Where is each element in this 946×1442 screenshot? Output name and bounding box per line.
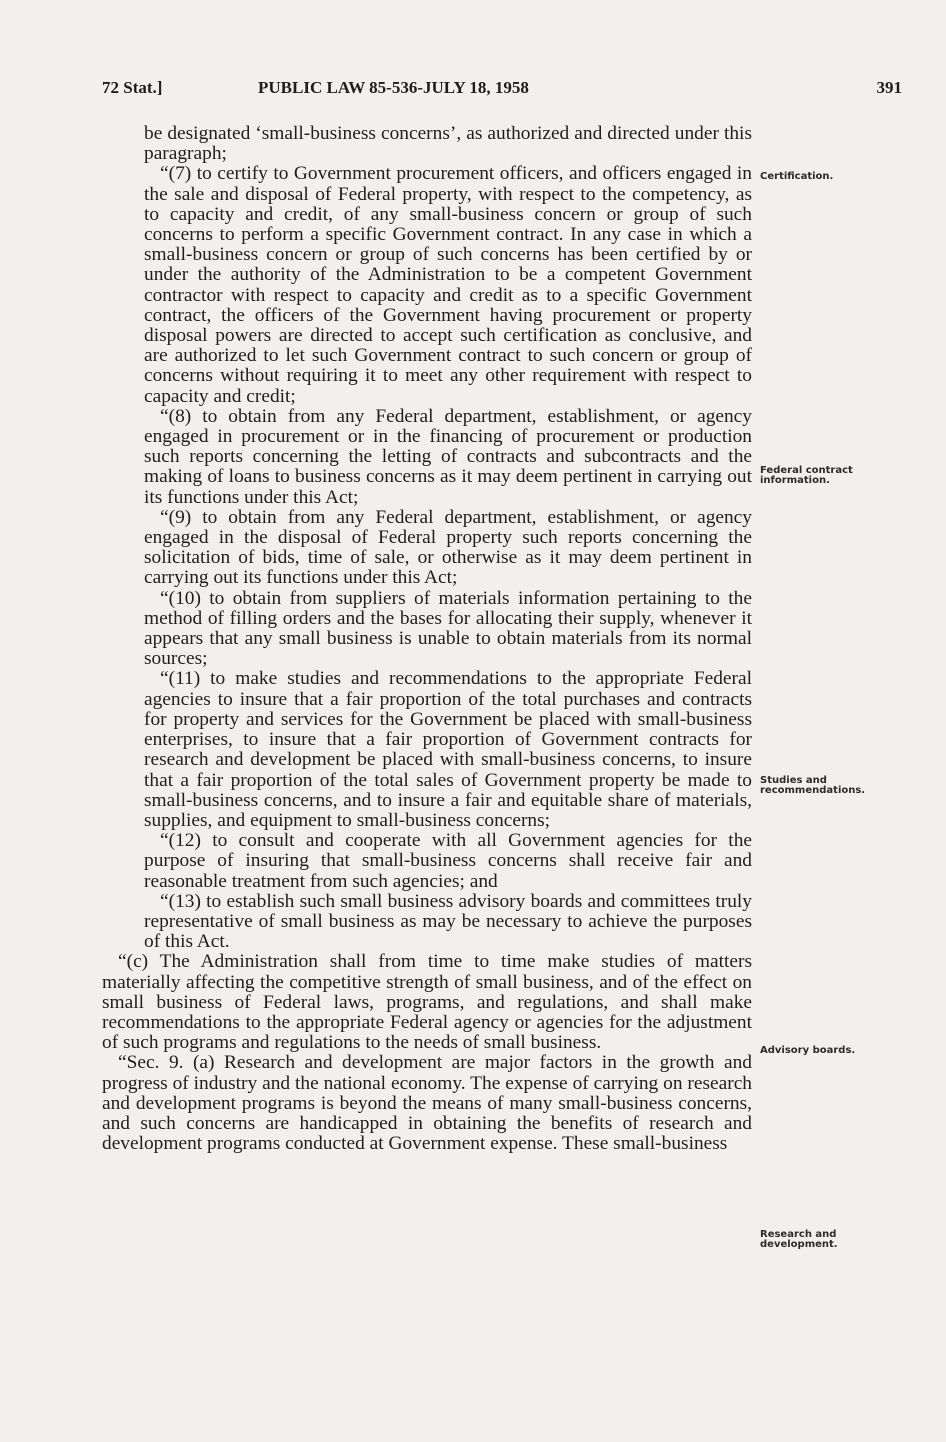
paragraph-10: “(10) to obtain from suppliers of materials information pertaining to the method of filling orders and the bases for allocating their supply, whenever it appears that any small business is unable to obtain materials from its normal sources; [144, 587, 752, 670]
paragraph-continuation: be designated ‘small-business concerns’, as authorized and directed under this paragraph; [144, 123, 752, 165]
page-header [102, 78, 902, 102]
margin-note-certification: Certification. [760, 171, 834, 182]
paragraph-11: “(11) to make studies and recommendations to the appropriate Federal agencies to insure that a fair proportion of the total purchases and contracts for property and services for the Government be placed with small-business enterprises, to insure that a fair proportion of Government contracts for research and development be placed with small-business concerns, to insure that a fair proportion of the total sales of Government property be made to small-business concerns, and to insure a fair and equitable share of materials, supplies, and equipment to small-business concerns; [144, 668, 752, 831]
paragraph-c: “(c) The Administration shall from time to time make studies of matters materially affecting the competitive strength of small business, and of the effect on small business of Federal laws, programs, and regulations, and shall make recommendations to the appropriate Federal agency or agencies for the adjustment of such programs and regulations to the needs of small business. [102, 951, 752, 1054]
body-text [102, 124, 752, 1154]
margin-note-federal-contract-information: Federal contract information. [760, 465, 853, 486]
paragraph-12: “(12) to consult and cooperate with all Government agencies for the purpose of insuring that small-business concerns shall receive fair and reasonable treatment from such agencies; and [144, 830, 752, 892]
page-title: PUBLIC LAW 85-536-JULY 18, 1958 [258, 78, 529, 97]
paragraph-13: “(13) to establish such small business advisory boards and committees truly representative of small business as may be necessary to achieve the purposes of this Act. [144, 890, 752, 953]
paragraph-9: “(9) to obtain from any Federal department, establishment, or agency engaged in the disposal of Federal property such reports concerning the solicitation of bids, time of sale, or otherwise as it may deem pertinent in carrying out its functions under this Act; [144, 506, 752, 589]
paragraph-8: “(8) to obtain from any Federal department, establishment, or agency engaged in procurement or in the financing of procurement or production such reports concerning the letting of contracts and subcontracts and the making of loans to business concerns as it may deem pertinent in carrying out its functions under this Act; [144, 405, 752, 508]
margin-note-advisory-boards: Advisory boards. [760, 1045, 856, 1056]
volume-reference: 72 Stat.] [102, 78, 163, 97]
paragraph-7: “(7) to certify to Government procurement officers, and officers engaged in the sale and disposal of Federal property, with respect to the competency, as to capacity and credit, of any small-business concern or group of such concerns to perform a specific Government contract. In any case in which a small-business concern or group of such concerns has been certified by or under the authority of the Administration to be a competent Government contractor with respect to capacity and credit as to a specific Government contract, the officers of the Government having procurement or property disposal powers are directed to accept such certification as conclusive, and are authorized to let such Government contract to such concern or group of concerns without requiring it to meet any other requirement with respect to capacity and credit; [144, 163, 752, 407]
page-number: 391 [876, 78, 902, 97]
section-9a: “Sec. 9. (a) Research and development are major factors in the growth and progress of industry and the national economy. The expense of carrying on research and development programs is beyond the means of many small-business concerns, and such concerns are handicapped in obtaining the benefits of research and development programs conducted at Government expense. These small-business [102, 1052, 752, 1155]
margin-note-research-development: Research and development. [760, 1229, 838, 1250]
margin-note-studies-recommendations: Studies and recommendations. [760, 775, 866, 796]
